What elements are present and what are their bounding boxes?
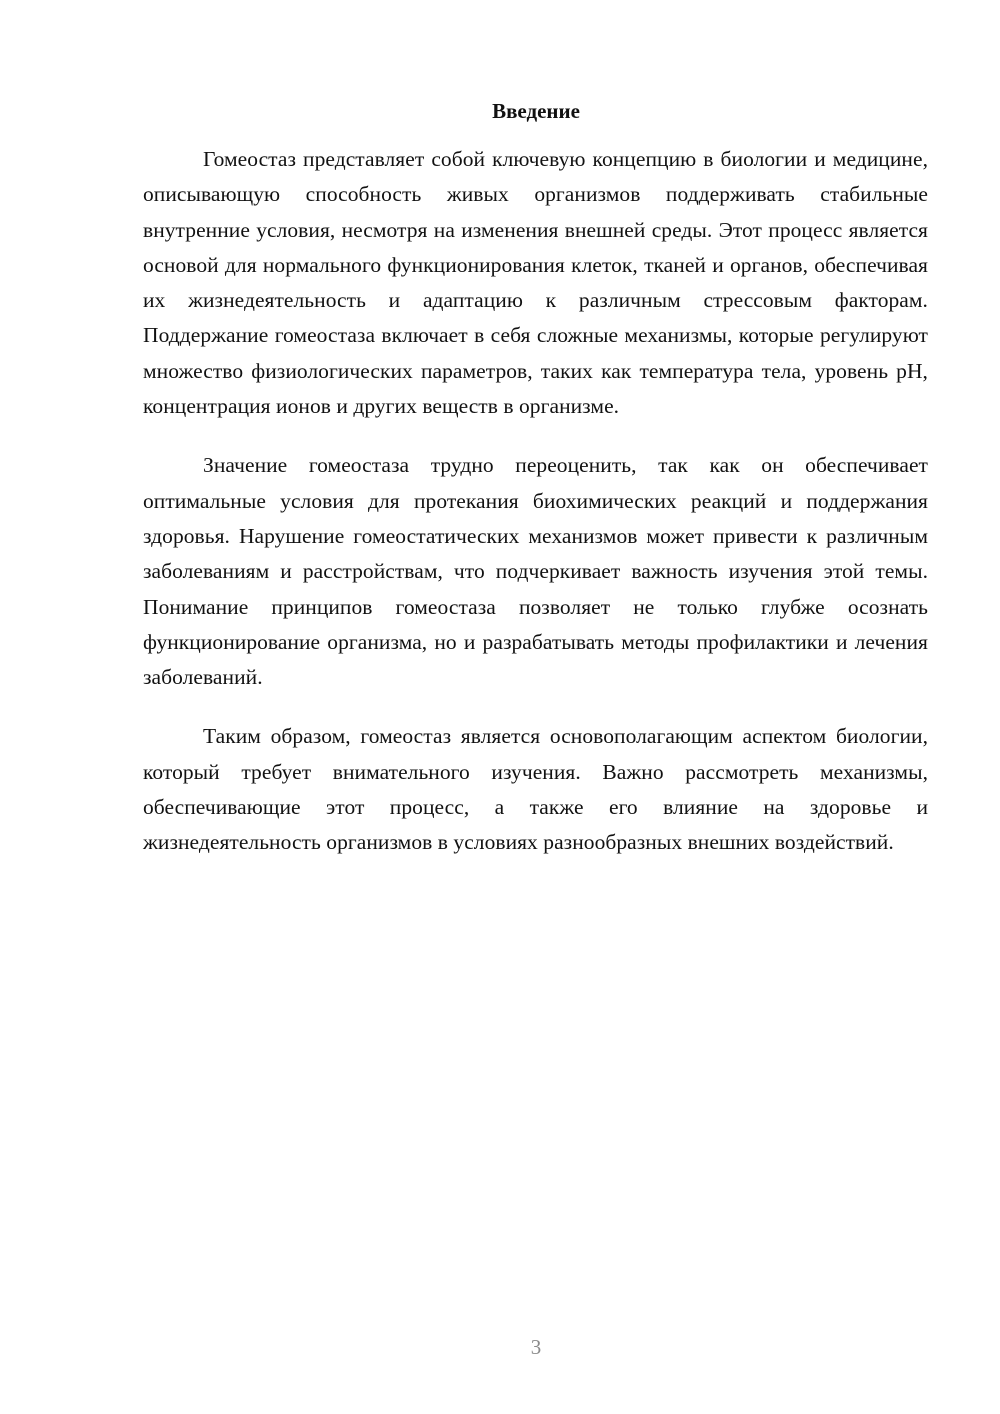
paragraph-3: Таким образом, гомеостаз является основополагающим аспектом биологии, который требует внимательного изучения. Важно рассмотреть механизмы, обеспечивающие этот процесс, а также его влияние на здоровье и жизнедеятельность организмов в условиях разнообразных внешних воздействий.	[143, 724, 928, 855]
page-number: 3	[530, 1335, 542, 1359]
body-text	[143, 142, 928, 885]
paragraph-2: Значение гомеостаза трудно переоценить, так как он обеспечивает оптимальные условия для протекания биохимических реакций и поддержания здоровья. Нарушение гомеостатических механизмов может привести к различным заболеваниям и расстройствам, что подчеркивает важность изучения этой темы. Понимание принципов гомеостаза позволяет не только глубже осознать функционирование организма, но и разрабатывать методы профилактики и лечения заболеваний.	[143, 453, 928, 690]
section-title: Введение	[492, 99, 580, 123]
paragraph-1: Гомеостаз представляет собой ключевую концепцию в биологии и медицине, описывающую способность живых организмов поддерживать стабильные внутренние условия, несмотря на изменения внешней среды. Этот процесс является основой для нормального функционирования клеток, тканей и органов, обеспечивая их жизнедеятельность и адаптацию к различным стрессовым факторам. Поддержание гомеостаза включает в себя сложные механизмы, которые регулируют множество физиологических параметров, таких как температура тела, уровень pH, концентрация ионов и других веществ в организме.	[143, 147, 928, 419]
